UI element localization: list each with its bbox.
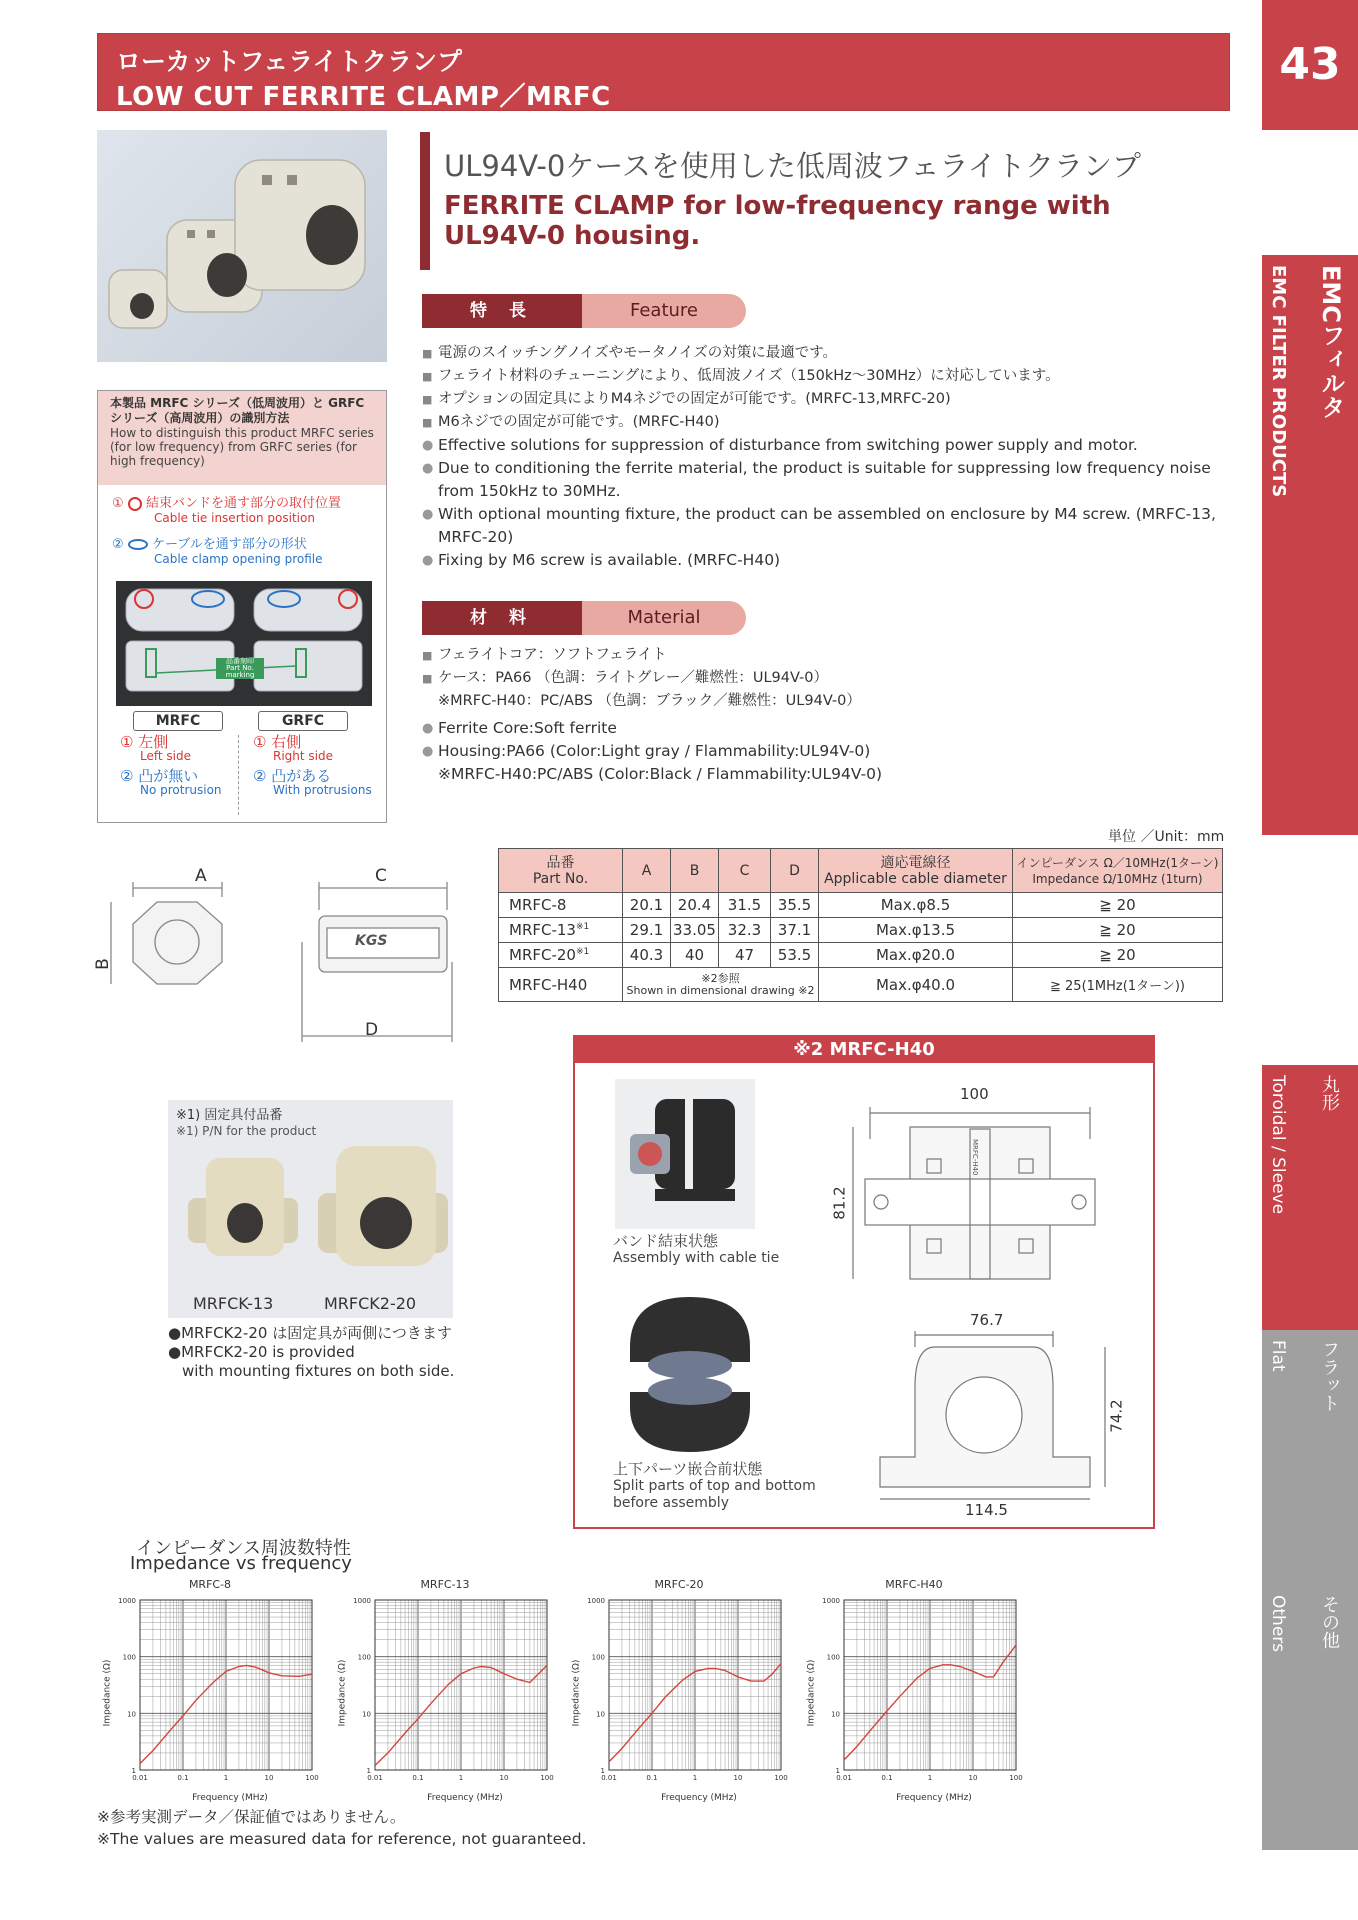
fixture-part-2: MRFCK2-20 — [324, 1294, 417, 1313]
material-en-1: ● Ferrite Core:Soft ferrite — [422, 717, 1232, 740]
dim-label-c: C — [375, 866, 387, 886]
col-b: B — [671, 849, 719, 893]
feature-jp-4: ■ M6ネジでの固定が可能です。(MRFC-H40) — [422, 411, 1232, 434]
id-item-2: ② ケーブルを通す部分の形状 Cable clamp opening profile — [112, 537, 323, 566]
y-tick-label: 1 — [366, 1767, 371, 1775]
impedance-chart-1 — [100, 1578, 320, 1808]
x-tick-label: 0.01 — [836, 1774, 852, 1782]
dimension-drawing — [92, 862, 455, 1052]
feature-en-3: ● With optional mounting fixture, the product can be assembled on enclosure by M4 screw. (MRFC-13, MRFC-20) — [422, 503, 1232, 549]
tab-others[interactable] — [1262, 1585, 1358, 1850]
material-jp-1: ■ フェライトコア：ソフトフェライト — [422, 644, 1232, 667]
impedance-chart-2 — [335, 1578, 555, 1808]
material-jp-3: ※MRFC-H40：PC/ABS （色調：ブラック／難燃性：UL94V-0） — [438, 693, 861, 709]
table-row: MRFC-8 20.1 20.4 31.5 35.5 Max.φ8.5 ≧ 20 — [499, 893, 1223, 918]
x-tick-label: 1 — [458, 1774, 464, 1782]
y-axis-label: Impedance (Ω) — [102, 1659, 113, 1727]
material-jp-2: ■ ケース：PA66 （色調：ライトグレー／難燃性：UL94V-0） — [422, 667, 1232, 690]
page-header — [97, 33, 1230, 111]
feature-jp-3: ■ オプションの固定具によりM4ネジでの固定が可能です。(MRFC-13,MRFC-20) — [422, 388, 1232, 411]
feature-section-header: 特 長 Feature — [422, 294, 746, 328]
feature-en-2: ● Due to conditioning the ferrite material, the product is suitable for suppressing low frequency noise from 150kHz to 30MHz. — [422, 457, 1232, 503]
mrfc-h40-box — [573, 1035, 1155, 1529]
y-axis-label: Impedance (Ω) — [337, 1659, 348, 1727]
footer-note — [97, 1806, 586, 1850]
tab-toroidal-jp: 丸形 — [1319, 1075, 1340, 1111]
y-tick-label: 1000 — [587, 1597, 605, 1605]
spec-table — [498, 848, 1223, 1002]
id-item-1: ① 結束バンドを通す部分の取付位置 Cable tie insertion position — [112, 496, 341, 525]
x-tick-label: 100 — [1009, 1774, 1023, 1782]
col-impedance: インピーダンス Ω／10MHz(1ターン) Impedance Ω/10MHz (1turn) — [1013, 849, 1223, 893]
tab-toroidal-en: Toroidal / Sleeve — [1268, 1075, 1288, 1215]
chart-title: MRFC-H40 — [885, 1578, 943, 1591]
h40-dim-front-height: 74.2 — [1107, 1399, 1126, 1433]
h40-dim-width: 100 — [960, 1085, 989, 1103]
material-en-3: ※MRFC-H40:PC/ABS (Color:Black / Flammability:UL94V-0) — [438, 765, 883, 783]
y-tick-label: 1 — [835, 1767, 840, 1775]
column-divider — [238, 735, 239, 815]
material-section-header: 材 料 Material — [422, 601, 746, 635]
feature-list — [422, 342, 1232, 572]
y-tick-label: 1 — [600, 1767, 605, 1775]
footer-en: ※The values are measured data for reference, not guaranteed. — [97, 1830, 587, 1848]
fixture-part-1: MRFCK-13 — [193, 1294, 274, 1313]
x-tick-label: 10 — [499, 1774, 509, 1782]
impedance-title-en: Impedance vs frequency — [130, 1553, 352, 1574]
h40-body-label: MRFC-H40 — [971, 1139, 979, 1176]
x-tick-label: 100 — [305, 1774, 319, 1782]
y-tick-label: 100 — [122, 1653, 136, 1662]
y-tick-label: 1000 — [822, 1597, 840, 1605]
mrfc-features: ① 左側 Left side ② 凸が無い No protrusion — [120, 733, 222, 797]
title-en: LOW CUT FERRITE CLAMP／MRFC — [116, 82, 611, 112]
h40-dim-front-width: 76.7 — [970, 1311, 1004, 1329]
y-tick-label: 1000 — [353, 1597, 371, 1605]
h40-dim-height: 81.2 — [830, 1186, 849, 1220]
identification-header — [98, 391, 386, 485]
chart-plot — [100, 1578, 320, 1808]
chart-title: MRFC-8 — [188, 1578, 232, 1591]
x-axis-label: Frequency (MHz) — [896, 1793, 972, 1803]
title-jp: ローカットフェライトクランプ — [116, 47, 463, 76]
tab-others-en: Others — [1268, 1595, 1288, 1653]
comparison-photo — [116, 581, 372, 706]
y-tick-label: 10 — [831, 1710, 840, 1719]
tab-flat[interactable] — [1262, 1330, 1358, 1585]
x-tick-label: 100 — [774, 1774, 788, 1782]
x-tick-label: 10 — [733, 1774, 743, 1782]
y-tick-label: 1 — [131, 1767, 136, 1775]
table-row: MRFC-13$^{※1}$ 29.1 33.05 32.3 37.1 Max.φ13.5 ≧ 20 — [499, 918, 1223, 943]
x-tick-label: 10 — [968, 1774, 978, 1782]
sidebar — [1262, 130, 1358, 1840]
grfc-tag: GRFC — [258, 711, 348, 731]
x-tick-label: 0.01 — [367, 1774, 383, 1782]
x-axis-label: Frequency (MHz) — [427, 1793, 503, 1803]
y-axis-label: Impedance (Ω) — [806, 1659, 817, 1727]
x-tick-label: 0.1 — [646, 1774, 658, 1782]
tab-flat-jp: フラット — [1319, 1340, 1340, 1412]
dim-label-b: B — [92, 958, 113, 970]
footer-jp: ※参考実測データ／保証値ではありません。 — [97, 1808, 406, 1826]
tab-emc-filter[interactable] — [1262, 255, 1358, 835]
h40-front-drawing — [875, 1311, 1135, 1527]
chart-plot — [804, 1578, 1024, 1808]
y-tick-label: 10 — [127, 1710, 136, 1719]
x-axis-label: Frequency (MHz) — [661, 1793, 737, 1803]
h40-caption-1: バンド結束状態 Assembly with cable tie — [613, 1232, 780, 1266]
tab-flat-en: Flat — [1268, 1340, 1288, 1372]
col-a: A — [623, 849, 671, 893]
x-tick-label: 0.01 — [601, 1774, 617, 1782]
impedance-chart-3 — [569, 1578, 789, 1808]
fixture-note-en: ※1) P/N for the product — [176, 1124, 317, 1138]
col-c: C — [719, 849, 771, 893]
fixture-notes: ●MRFCK2-20 は固定具が両側につきます ●MRFCK2-20 is provided with mounting fixtures on both side. — [168, 1324, 455, 1380]
tab-emc-en: EMC FILTER PRODUCTS — [1268, 265, 1289, 498]
identification-box — [97, 390, 387, 823]
x-tick-label: 0.1 — [177, 1774, 189, 1782]
tab-emc-jp: EMCフィルタ — [1317, 265, 1345, 419]
y-tick-label: 10 — [596, 1710, 605, 1719]
h40-caption-2: 上下パーツ嵌合前状態 Split parts of top and bottom before assembly — [613, 1460, 816, 1511]
feature-en-1: ● Effective solutions for suppression of disturbance from switching power supply and motor. — [422, 434, 1232, 457]
tab-toroidal[interactable] — [1262, 1065, 1358, 1330]
mrfc-h40-title: ※2 MRFC-H40 — [575, 1037, 1153, 1063]
col-cable: 適応電線径 Applicable cable diameter — [819, 849, 1013, 893]
y-axis-label: Impedance (Ω) — [571, 1659, 582, 1727]
headline-en: FERRITE CLAMP for low-frequency range with UL94V-0 housing. — [444, 191, 1111, 251]
chart-title: MRFC-13 — [420, 1578, 470, 1591]
page-number: 43 — [1262, 0, 1358, 130]
y-tick-label: 100 — [357, 1653, 371, 1662]
chart-plot — [335, 1578, 555, 1808]
x-tick-label: 10 — [264, 1774, 274, 1782]
h40-top-drawing — [830, 1085, 1135, 1299]
x-tick-label: 1 — [223, 1774, 229, 1782]
chart-title: MRFC-20 — [654, 1578, 704, 1591]
x-tick-label: 0.1 — [881, 1774, 893, 1782]
material-en-2: ● Housing:PA66 (Color:Light gray / Flammability:UL94V-0) — [422, 740, 1232, 763]
identification-title-en: How to distinguish this product MRFC series (for low frequency) from GRFC series (for high frequency) — [110, 426, 374, 468]
h40-cable-tie-photo — [615, 1079, 755, 1229]
y-tick-label: 100 — [826, 1653, 840, 1662]
feature-jp-2: ■ フェライト材料のチューニングにより、低周波ノイズ（150kHz〜30MHz）に対応しています。 — [422, 365, 1232, 388]
h40-split-photo — [615, 1287, 770, 1457]
grfc-features: ① 右側 Right side ② 凸がある With protrusions — [253, 733, 372, 797]
fixture-box — [168, 1100, 453, 1318]
headline — [420, 132, 1220, 270]
identification-title-jp: 本製品 MRFC シリーズ（低周波用）と GRFC シリーズ（高周波用）の識別方法 — [110, 396, 365, 425]
tab-others-jp: その他 — [1319, 1595, 1340, 1649]
table-header-row — [499, 849, 1223, 893]
dim-label-a: A — [195, 866, 207, 886]
y-tick-label: 100 — [591, 1653, 605, 1662]
marking-label: 品番刻印 Part No. marking — [216, 658, 264, 679]
x-tick-label: 0.01 — [132, 1774, 148, 1782]
blue-ellipse-icon — [128, 539, 148, 550]
product-photo — [97, 130, 387, 362]
col-d: D — [771, 849, 819, 893]
chart-plot — [569, 1578, 789, 1808]
y-tick-label: 10 — [362, 1710, 371, 1719]
red-circle-icon — [128, 497, 142, 511]
dim-label-d: D — [365, 1020, 379, 1040]
impedance-chart-4 — [804, 1578, 1024, 1808]
table-row: MRFC-20$^{※1}$ 40.3 40 47 53.5 Max.φ20.0 ≧ 20 — [499, 943, 1223, 968]
impedance-title-jp: インピーダンス周波数特性 — [136, 1538, 351, 1559]
y-tick-label: 1000 — [118, 1597, 136, 1605]
x-tick-label: 1 — [692, 1774, 698, 1782]
feature-en-4: ● Fixing by M6 screw is available. (MRFC-H40) — [422, 549, 1232, 572]
table-row: MRFC-H40 ※2参照 Shown in dimensional drawing ※2 Max.φ40.0 ≧ 25(1MHz(1ターン)) — [499, 968, 1223, 1002]
col-part: 品番 Part No. — [499, 849, 623, 893]
material-list — [422, 644, 1232, 786]
x-tick-label: 1 — [927, 1774, 933, 1782]
headline-jp: UL94V-0ケースを使用した低周波フェライトクランプ — [444, 149, 1141, 183]
unit-note: 単位 ／Unit：mm — [1108, 829, 1225, 845]
x-tick-label: 100 — [540, 1774, 554, 1782]
h40-dim-base-width: 114.5 — [965, 1501, 1008, 1519]
feature-jp-1: ■ 電源のスイッチングノイズやモータノイズの対策に最適です。 — [422, 342, 1232, 365]
mrfc-tag: MRFC — [133, 711, 223, 731]
x-axis-label: Frequency (MHz) — [192, 1793, 268, 1803]
kgs-logo: KGS — [355, 933, 388, 949]
x-tick-label: 0.1 — [412, 1774, 424, 1782]
fixture-note-jp: ※1) 固定具付品番 — [176, 1108, 283, 1123]
